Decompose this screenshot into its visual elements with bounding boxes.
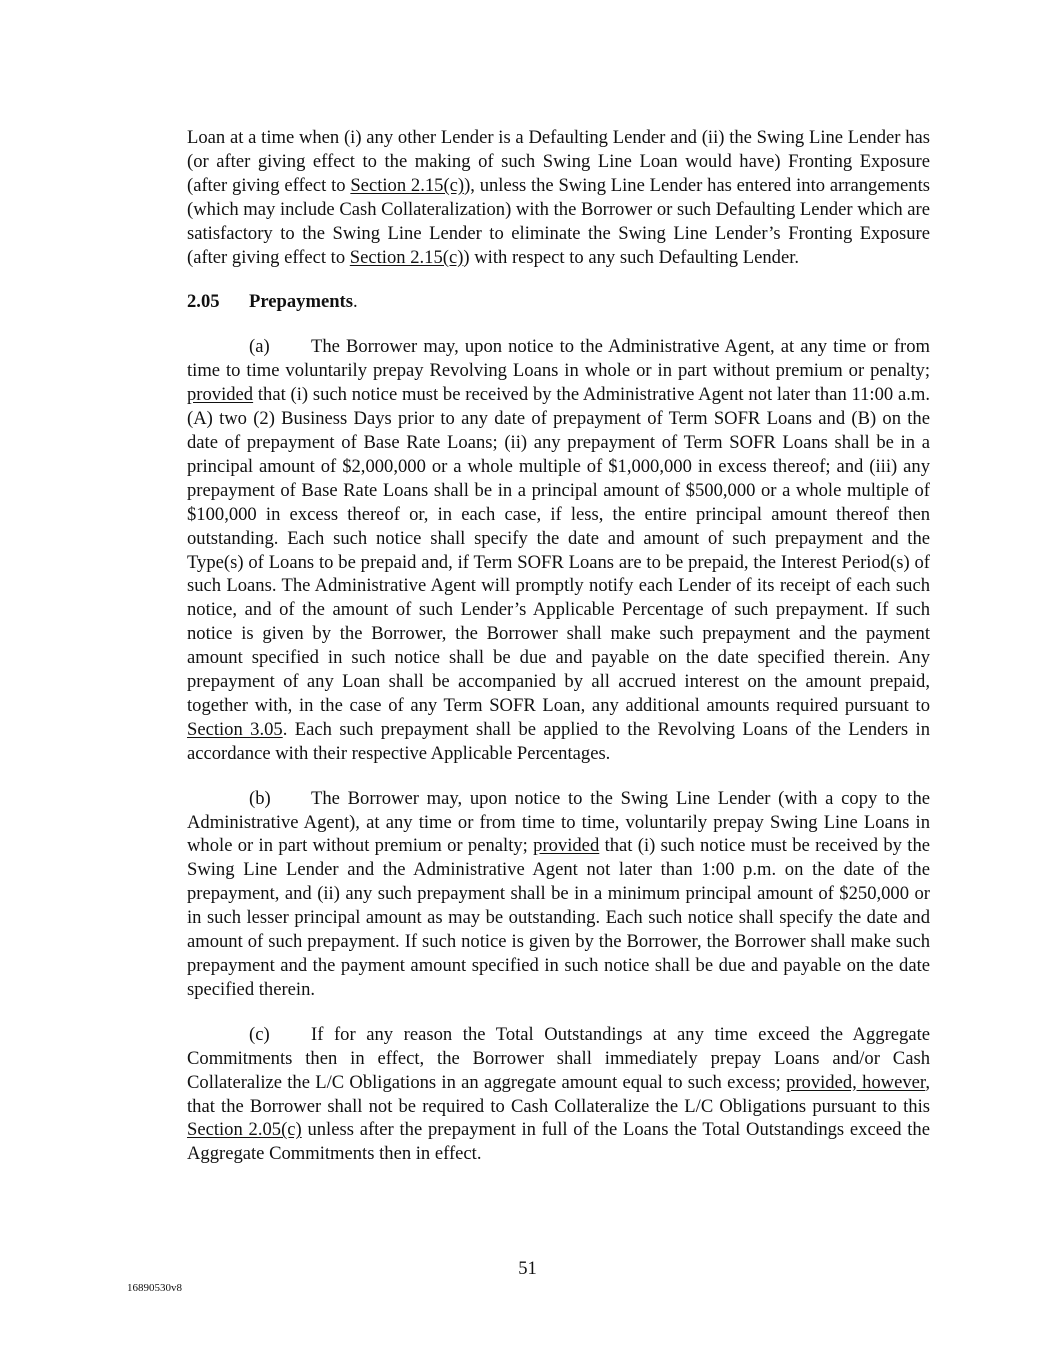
section-heading <box>187 290 930 314</box>
section-number: 2.05 <box>187 291 220 313</box>
paragraph-text: that (i) such notice must be received by the Administrative Agent not later than 11:00 a.m. (A) two (2) Business Days prior to any date of prepayment of Term SOFR Loans and (B) on the date of prepayment of Base Rate Loans; (ii) any prepayment of Term SOFR Loans shall be in a principal amount of $2,000,000 or a whole multiple of $1,000,000 in excess thereof; and (iii) any prepayment of Base Rate Loans shall be in a principal amount of $500,000 or a whole multiple of $100,000 in excess thereof or, in each case, if less, the entire principal amount thereof then outstanding. Each such notice shall specify the date and amount of such prepayment and the Type(s) of Loans to be prepaid and, if Term SOFR Loans are to be prepaid, the Interest Period(s) of such Loans. The Administrative Agent will promptly notify each Lender of its receipt of each such notice, and of the amount of such Lender’s Applicable Percentage of such prepayment. If such notice is given by the Borrower, the Borrower shall make such prepayment and the payment amount specified in such notice shall be due and payable on the date specified therein. Any prepayment of any Loan shall be accompanied by all accrued interest on the amount prepaid, together with, in the case of any Term SOFR Loan, any additional amounts required pursuant to <box>187 384 930 716</box>
paragraph-text: that (i) such notice must be received by the Swing Line Lender and the Administrative Agent not later than 1:00 p.m. on the date of the prepayment, and (ii) any such prepayment shall be in a minimum principal amount of $250,000 or in such lesser principal amount as may be outstanding. Each such notice shall specify the date and amount of such prepayment. If such notice is given by the Borrower, the Borrower shall make such prepayment and the payment amount specified in such notice shall be due and payable on the date specified therein. <box>187 835 930 1000</box>
paragraph-text: . Each such prepayment shall be applied to the Revolving Loans of the Lenders in accordance with their respective Applicable Percentages. <box>187 718 930 764</box>
paragraph-text: ), unless the Swing Line Lender has entered into arrangements (which may include Cash Collateralization) with the Borrower or such Defaulting Lender which are satisfactory to the Swing Line Lender to eliminate the Swing Line Lender’s Fronting Exposure (after giving effect to <box>187 174 930 268</box>
paragraph-b <box>187 787 930 1002</box>
paragraph-a <box>187 335 930 765</box>
paragraph-text: Loan at a time when (i) any other Lender is a Defaulting Lender and (ii) the Swing Line Lender has (or after giving effect to the making of such Swing Line Loan would have) Fronting Exposure (after giving effect to <box>187 127 930 196</box>
document-id: 16890530v8 <box>127 1282 182 1294</box>
section-reference: Section 2.15(c) <box>349 246 464 268</box>
section-reference: Section 3.05 <box>187 718 283 740</box>
section-title-period: . <box>352 291 358 313</box>
paragraph-text: ) with respect to any such Defaulting Lender. <box>463 246 800 268</box>
provided-term: provided, however <box>786 1071 926 1093</box>
provided-term: provided <box>187 384 254 406</box>
document-body <box>187 126 930 1166</box>
paragraph-c <box>187 1023 930 1166</box>
section-reference: Section 2.05(c) <box>187 1119 302 1141</box>
paragraph-text: If for any reason the Total Outstandings at any time exceed the Aggregate Commitments then in effect, the Borrower shall immediately prepay Loans and/or Cash Collateralize the L/C Obligations in an aggregate amount equal to such excess; <box>187 1023 930 1093</box>
paragraph-marker: (a) <box>249 336 270 358</box>
paragraph-marker: (c) <box>249 1023 270 1045</box>
paragraph-text: unless after the prepayment in full of the Loans the Total Outstandings exceed the Aggregate Commitments then in effect. <box>187 1119 930 1165</box>
paragraph-text: , that the Borrower shall not be required to Cash Collateralize the L/C Obligations pursuant to this <box>187 1071 930 1117</box>
provided-term: provided <box>533 835 600 857</box>
section-reference: Section 2.15(c) <box>350 174 465 196</box>
paragraph-text: The Borrower may, upon notice to the Swing Line Lender (with a copy to the Administrative Agent), at any time or from time to time, voluntarily prepay Swing Line Loans in whole or in part without premium or penalty; <box>187 787 930 857</box>
section-title: Prepayments <box>249 291 353 313</box>
page-number: 51 <box>518 1258 537 1279</box>
paragraph-marker: (b) <box>249 787 271 809</box>
carryover-paragraph <box>187 126 930 269</box>
paragraph-text: The Borrower may, upon notice to the Administrative Agent, at any time or from time to time voluntarily prepay Revolving Loans in whole or in part without premium or penalty; <box>187 336 930 382</box>
